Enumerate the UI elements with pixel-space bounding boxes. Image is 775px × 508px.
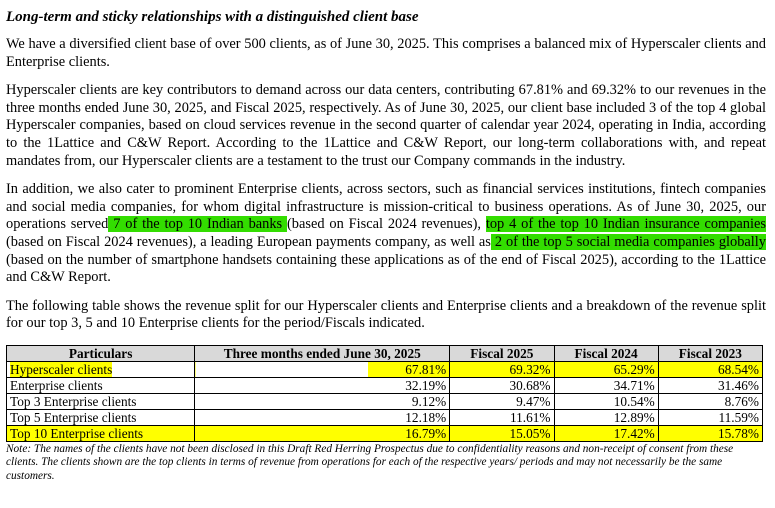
cell-value: 15.78% (658, 425, 762, 441)
paragraph-client-base: We have a diversified client base of over 500 clients, as of June 30, 2025. This comprises a balanced mix of Hyperscaler clients and Enterprise clients. (6, 36, 766, 70)
header-fiscal-2025: Fiscal 2025 (450, 345, 554, 361)
row-label: Top 3 Enterprise clients (7, 393, 195, 409)
cell-value: 8.76% (658, 393, 762, 409)
highlight-insurance-companies: top 4 of the top 10 Indian insurance companies (485, 216, 766, 233)
enterprise-text-1: In addition, we also cater to prominent Enterprise clients, across sectors, such as financial services institutions, fintech companies and social media companies, for whom digital infrastructure is mission-critical to business operations. As of June 30, 2025, our operations served (6, 181, 766, 233)
document-page (6, 8, 766, 483)
table-note: Note: The names of the clients have not been disclosed in this Draft Red Herring Prospectus due to confidentiality reasons and non-receipt of consent from these clients. The clients shown are the top clients in terms of revenue from operations for each of the respective years/ periods and may not necessarily be the same customers. (6, 442, 734, 482)
header-three-months: Three months ended June 30, 2025 (195, 345, 450, 361)
cell-value: 68.54% (658, 361, 762, 377)
cell-value: 15.05% (450, 425, 554, 441)
table-row (7, 377, 763, 393)
highlight-hyperscaler-label: Hyperscaler clients (10, 361, 113, 377)
highlight-social-media: 2 of the top 5 social media companies globally (490, 233, 766, 250)
cell-value: 34.71% (554, 377, 658, 393)
cell-value: 12.18% (195, 409, 450, 425)
paragraph-hyperscaler: Hyperscaler clients are key contributors to demand across our data centers, contributing 67.81% and 69.32% to our revenues in the three months ended June 30, 2025, and Fiscal 2025, respectively. As of June 30, 2025, our client base included 3 of the top 4 global Hyperscaler companies, based on cloud services revenue in the second quarter of calendar year 2024, operating in India, according to the 1Lattice and C&W Report. According to the 1Lattice and C&W Report, our long-term collaborations with, and repeat mandates from, our Hyperscaler clients are a testament to the trust our Company commands in the industry. (6, 82, 766, 169)
cell-value: 11.61% (450, 409, 554, 425)
row-label: Top 5 Enterprise clients (7, 409, 195, 425)
table-row (7, 361, 763, 377)
table-row (7, 425, 763, 441)
cell-value: 67.81% (195, 361, 450, 377)
enterprise-text-4: (based on the number of smartphone handsets containing these applications as of the end of Fiscal 2025), according to the 1Lattice and C&W Report. (6, 251, 766, 286)
paragraph-enterprise (6, 181, 766, 287)
cell-value: 9.47% (450, 393, 554, 409)
revenue-split-table (6, 345, 763, 442)
cell-value: 10.54% (554, 393, 658, 409)
cell-value: 11.59% (658, 409, 762, 425)
cell-value: 9.12% (195, 393, 450, 409)
cell-value: 17.42% (554, 425, 658, 441)
enterprise-text-2: (based on Fiscal 2024 revenues), (287, 216, 486, 233)
row-label: Enterprise clients (7, 377, 195, 393)
table-row (7, 393, 763, 409)
cell-value: 12.89% (554, 409, 658, 425)
paragraph-table-intro: The following table shows the revenue split for our Hyperscaler clients and Enterprise clients and a breakdown of the revenue split for our top 3, 5 and 10 Enterprise clients for the period/Fiscals indicated. (6, 297, 766, 332)
cell-value: 31.46% (658, 377, 762, 393)
table-header-row (7, 345, 763, 361)
cell-value: 65.29% (554, 361, 658, 377)
header-fiscal-2023: Fiscal 2023 (658, 345, 762, 361)
row-label (7, 361, 195, 377)
table-row (7, 409, 763, 425)
cell-value: 32.19% (195, 377, 450, 393)
highlight-indian-banks: 7 of the top 10 Indian banks (108, 216, 287, 233)
cell-value: 16.79% (195, 425, 450, 441)
cell-value: 30.68% (450, 377, 554, 393)
enterprise-text-3: (based on Fiscal 2024 revenues), a leading European payments company, as well as (6, 233, 491, 250)
cell-value: 69.32% (450, 361, 554, 377)
row-label: Top 10 Enterprise clients (7, 425, 195, 441)
header-particulars: Particulars (7, 345, 195, 361)
section-heading: Long-term and sticky relationships with a distinguished client base (6, 9, 419, 25)
header-fiscal-2024: Fiscal 2024 (554, 345, 658, 361)
